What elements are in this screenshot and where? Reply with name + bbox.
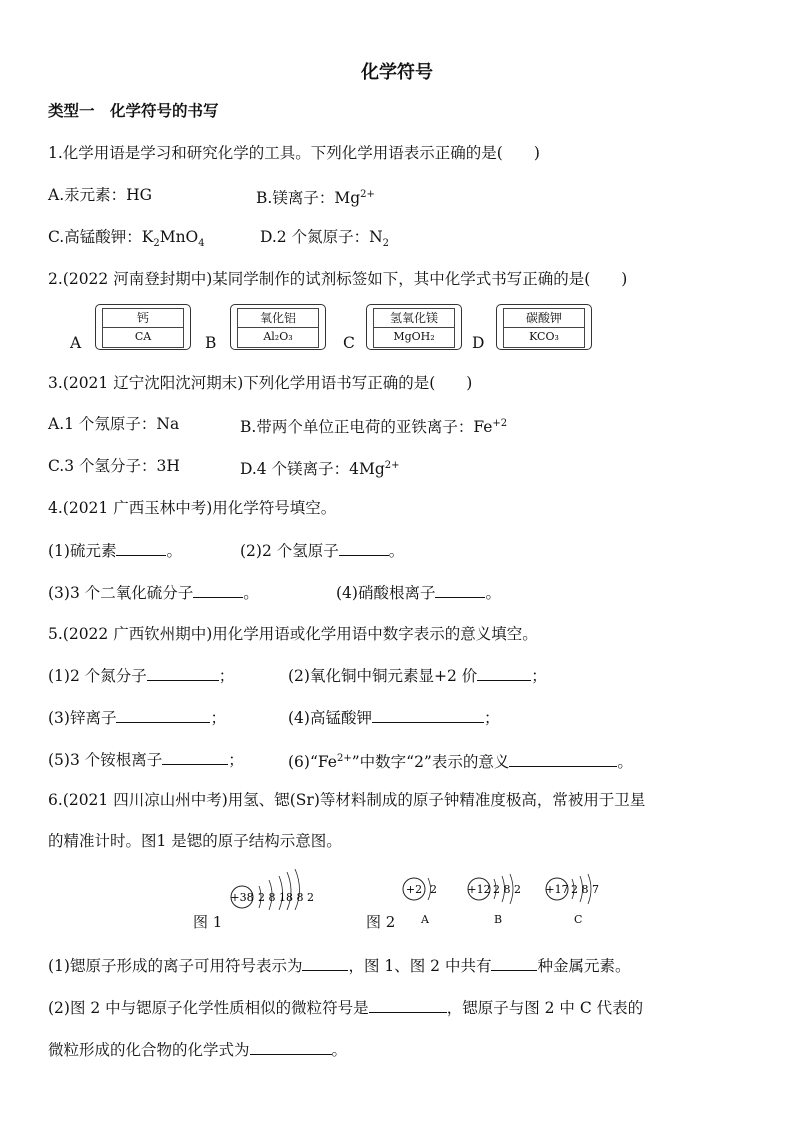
electron-shells: 2 8 7 xyxy=(571,883,599,896)
page-title: 化学符号 xyxy=(361,62,433,83)
figure-2-label-a: A xyxy=(421,913,429,926)
label-formula: MgOH₂ xyxy=(373,327,455,348)
q5-part-6: $(6)“Fe^{2+}$”中数字“2”表示的意义 。 xyxy=(288,753,633,772)
q4-part-4: (4)硝酸根离子 。 xyxy=(336,584,501,602)
atom-b-diagram xyxy=(465,872,530,906)
label-formula: CA xyxy=(102,327,184,348)
answer-blank[interactable] xyxy=(147,665,219,681)
label-name: 氢氧化镁 xyxy=(373,308,455,328)
label-name: 碳酸钾 xyxy=(503,308,585,328)
q5-part-5: (5)3 个铵根离子 ； xyxy=(48,751,244,769)
q6-part-1: (1)锶原子形成的离子可用符号表示为 ，图 1、图 2 中共有 种金属元素。 xyxy=(48,957,631,975)
q4-part-3: (3)3 个二氧化硫分子 。 xyxy=(48,584,259,602)
q1-stem: 1.化学用语是学习和研究化学的工具。下列化学用语表示正确的是( ) xyxy=(48,144,540,162)
q2-label-d xyxy=(496,304,592,350)
figure-1-caption: 图 1 xyxy=(193,913,223,931)
q6-stem-line1: 6.(2021 四川凉山州中考)用氢、锶(Sr)等材料制成的原子钟精准度极高，常被用于卫星 xyxy=(48,791,646,809)
nucleus-charge: +38 xyxy=(230,891,254,904)
answer-blank[interactable] xyxy=(162,749,228,765)
answer-blank[interactable] xyxy=(477,665,531,681)
answer-blank[interactable] xyxy=(116,540,166,556)
label-formula: KCO₃ xyxy=(503,327,585,348)
section-heading: 类型一 化学符号的书写 xyxy=(48,102,219,120)
atom-c-diagram xyxy=(543,872,608,906)
q4-part-2: (2)2 个氢原子 。 xyxy=(240,542,405,560)
q3-option-a: A.1 个氖原子：Na xyxy=(48,415,180,433)
q2-option-a-letter: A xyxy=(70,334,82,352)
q1-option-a: A.汞元素：HG xyxy=(48,186,153,204)
q6-part-2-cont: 微粒形成的化合物的化学式为 。 xyxy=(48,1041,348,1059)
q3-option-d: D.4 个镁离子：$4Mg^{2+}$ xyxy=(240,460,400,479)
q5-part-1: (1)2 个氮分子 ； xyxy=(48,667,235,685)
electron-shells: 2 8 2 xyxy=(493,883,521,896)
q5-stem: 5.(2022 广西钦州期中)用化学用语或化学用语中数字表示的意义填空。 xyxy=(48,625,538,643)
q6-part-2: (2)图 2 中与锶原子化学性质相似的微粒符号是 ，锶原子与图 2 中 C 代表的 xyxy=(48,999,644,1017)
q2-stem: 2.(2022 河南登封期中)某同学制作的试剂标签如下，其中化学式书写正确的是( ) xyxy=(48,270,628,288)
q5-part-2: (2)氧化铜中铜元素显+2 价 ； xyxy=(288,667,547,685)
q6-stem-line2: 的精准计时。图1 是锶的原子结构示意图。 xyxy=(48,832,342,850)
q1-option-c: C.高锰酸钾：$K_2MnO_4$ xyxy=(48,228,205,250)
nucleus-charge: +2 xyxy=(405,883,423,896)
answer-blank[interactable] xyxy=(491,955,537,971)
strontium-atom-diagram xyxy=(225,866,315,910)
electron-shells: 2 8 18 8 2 xyxy=(258,891,314,904)
q5-part-4: (4)高锰酸钾 ； xyxy=(288,709,500,727)
nucleus-charge: +12 xyxy=(467,883,491,896)
q2-label-a xyxy=(95,304,191,350)
q1-option-b: B.镁离子：$Mg^{2+}$ xyxy=(256,189,375,208)
q3-option-c: C.3 个氢分子：3H xyxy=(48,457,180,475)
q3-option-b: B.带两个单位正电荷的亚铁离子：$Fe^{+2}$ xyxy=(240,418,508,437)
q3-stem: 3.(2021 辽宁沈阳沈河期末)下列化学用语书写正确的是( ) xyxy=(48,374,473,392)
label-name: 氧化铝 xyxy=(237,308,319,328)
q2-label-c xyxy=(366,304,462,350)
q5-part-3: (3)锌离子 ； xyxy=(48,709,226,727)
q1-option-d: D.2 个氮原子：$N_2$ xyxy=(260,228,390,250)
answer-blank[interactable] xyxy=(116,707,210,723)
electron-shells: 2 xyxy=(430,883,437,896)
figure-2-label-b: B xyxy=(494,913,503,926)
atom-a-diagram xyxy=(400,872,445,906)
q2-label-b xyxy=(230,304,326,350)
answer-blank[interactable] xyxy=(509,751,617,767)
answer-blank[interactable] xyxy=(302,955,348,971)
label-formula: Al₂O₃ xyxy=(237,327,319,348)
nucleus-charge: +17 xyxy=(545,883,569,896)
answer-blank[interactable] xyxy=(193,582,243,598)
figure-2-label-c: C xyxy=(574,913,583,926)
figure-2-caption: 图 2 xyxy=(366,913,396,931)
q4-stem: 4.(2021 广西玉林中考)用化学符号填空。 xyxy=(48,499,337,517)
q2-option-d-letter: D xyxy=(472,334,485,352)
q2-option-c-letter: C xyxy=(343,334,355,352)
answer-blank[interactable] xyxy=(339,540,389,556)
q2-option-b-letter: B xyxy=(205,334,217,352)
q4-part-1: (1)硫元素 。 xyxy=(48,542,182,560)
answer-blank[interactable] xyxy=(372,707,484,723)
answer-blank[interactable] xyxy=(250,1039,332,1055)
answer-blank[interactable] xyxy=(435,582,485,598)
label-name: 钙 xyxy=(102,308,184,328)
answer-blank[interactable] xyxy=(369,997,447,1013)
